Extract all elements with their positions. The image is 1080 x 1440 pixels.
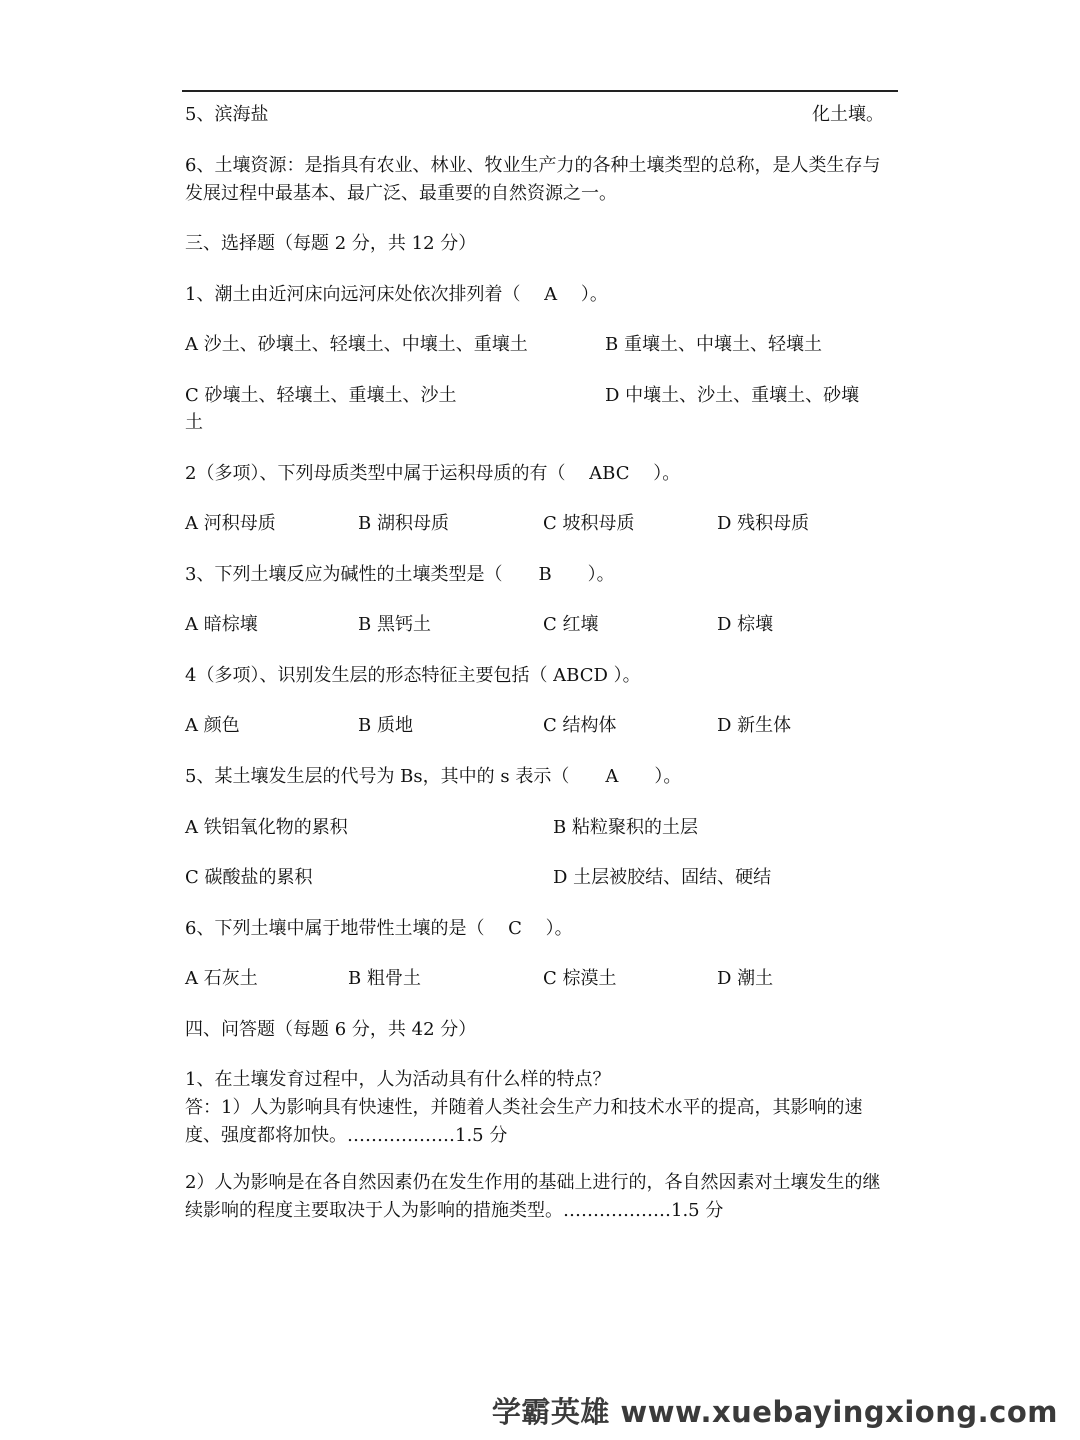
q5-option-b: B 粘粒聚积的土层: [553, 817, 698, 838]
q4-stem: 4（多项）、识别发生层的形态特征主要包括（ ABCD ）。: [185, 665, 641, 686]
q2-option-b: B 湖积母质: [358, 513, 449, 534]
q4-option-d: D 新生体: [717, 715, 792, 736]
q2-option-a: A 河积母质: [185, 513, 276, 534]
watermark-text: 学霸英雄 www.xuebayingxiong.com: [491, 1395, 1058, 1429]
q2-option-c: C 坡积母质: [543, 513, 635, 534]
q6-option-d: D 潮土: [717, 968, 774, 989]
q5-stem: 5、某土壤发生层的代号为 Bs，其中的 s 表示（ A ）。: [185, 766, 682, 787]
q3-option-c: C 红壤: [543, 614, 599, 635]
q6-option-a: A 石灰土: [185, 968, 258, 989]
section-3-title: 三、选择题（每题 2 分，共 12 分）: [185, 233, 477, 254]
q5-option-c: C 碳酸盐的累积: [185, 867, 313, 888]
q6-option-c: C 棕漠土: [543, 968, 617, 989]
q6-option-b: B 粗骨土: [348, 968, 421, 989]
q1-option-d-continued: 土: [185, 412, 203, 433]
fill-blank-5-right: 化土壤。: [812, 104, 884, 125]
section-4-title: 四、问答题（每题 6 分，共 42 分）: [185, 1019, 477, 1040]
q2-option-d: D 残积母质: [717, 513, 810, 534]
q4-option-c: C 结构体: [543, 715, 617, 736]
qa1-answer-2: 2）人为影响是在各自然因素仍在发生作用的基础上进行的，各自然因素对土壤发生的继续影响的程度主要取决于人为影响的措施类型。………………1.5 分: [185, 1172, 881, 1221]
q1-stem: 1、潮土由近河床向远河床处依次排列着（ A ）。: [185, 284, 608, 305]
qa1-answer-1: 答：1）人为影响具有快速性，并随着人类社会生产力和技术水平的提高，其影响的速度、强度都将加快。………………1.5 分: [185, 1097, 863, 1146]
qa1-question: 1、在土壤发育过程中，人为活动具有什么样的特点？: [185, 1069, 611, 1090]
q3-option-b: B 黑钙土: [358, 614, 431, 635]
q1-option-a: A 沙土、砂壤土、轻壤土、中壤土、重壤土: [185, 334, 528, 355]
q1-option-d: D 中壤土、沙土、重壤土、砂壤: [605, 385, 860, 406]
header-rule: [182, 90, 898, 92]
q5-option-d: D 土层被胶结、固结、硬结: [553, 867, 772, 888]
q3-option-d: D 棕壤: [717, 614, 774, 635]
q1-option-b: B 重壤土、中壤土、轻壤土: [605, 334, 822, 355]
q4-option-a: A 颜色: [185, 715, 240, 736]
q6-stem: 6、下列土壤中属于地带性土壤的是（ C ）。: [185, 918, 573, 939]
q4-option-b: B 质地: [358, 715, 413, 736]
q3-option-a: A 暗棕壤: [185, 614, 258, 635]
q5-option-a: A 铁铝氧化物的累积: [185, 817, 348, 838]
definition-6: 6、土壤资源：是指具有农业、林业、牧业生产力的各种土壤类型的总称，是人类生存与发展过程中最基本、最广泛、最重要的自然资源之一。: [185, 155, 881, 204]
q2-stem: 2（多项）、下列母质类型中属于运积母质的有（ ABC ）。: [185, 463, 681, 484]
q1-option-c: C 砂壤土、轻壤土、重壤土、沙土: [185, 385, 457, 406]
q3-stem: 3、下列土壤反应为碱性的土壤类型是（ B ）。: [185, 564, 615, 585]
fill-blank-5-left: 5、滨海盐: [185, 104, 269, 125]
